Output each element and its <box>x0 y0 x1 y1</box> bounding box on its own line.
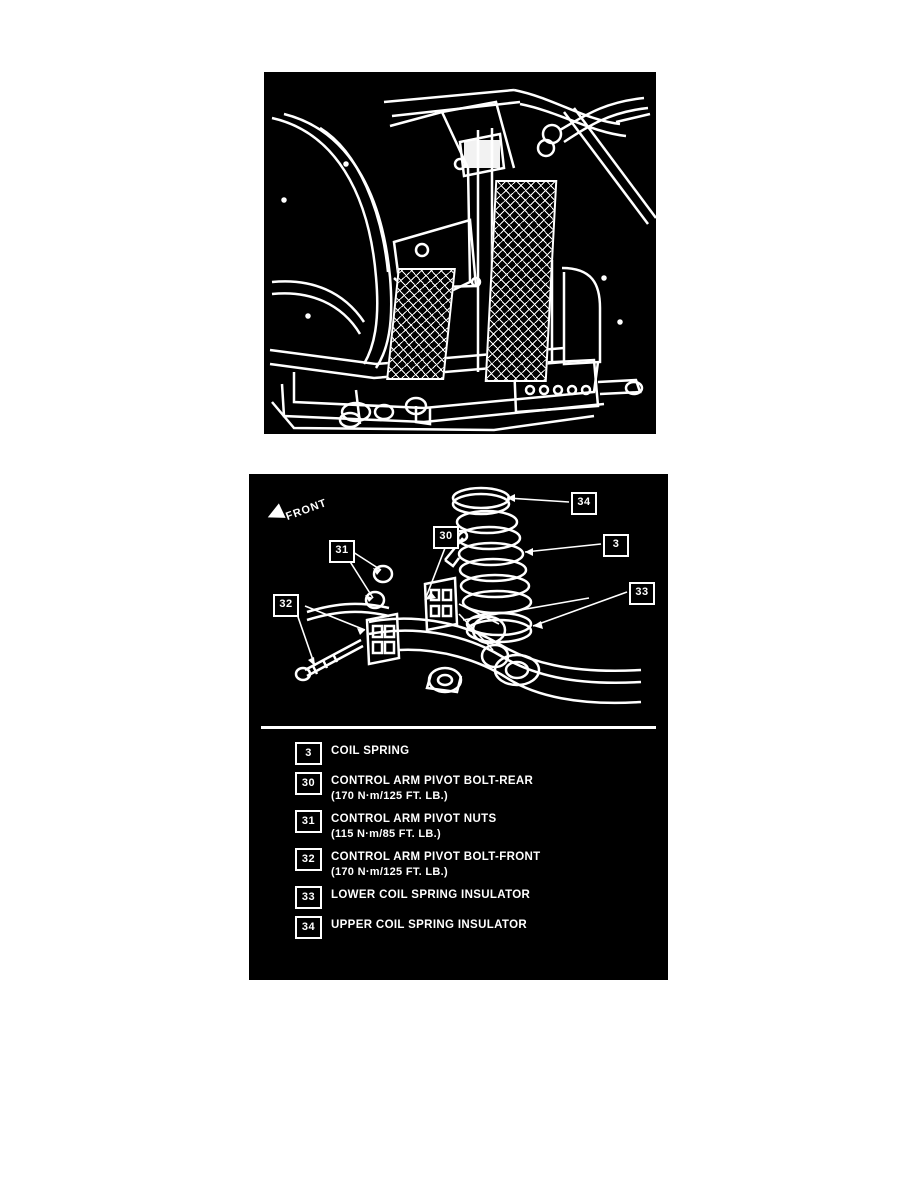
legend-label: LOWER COIL SPRING INSULATOR <box>331 889 531 901</box>
legend-number: 33 <box>295 886 322 909</box>
legend-item <box>295 742 645 765</box>
legend-number: 31 <box>295 810 322 833</box>
front-direction-label: FRONT <box>284 497 329 523</box>
callout-leader-lines <box>249 474 668 726</box>
callout-34: 34 <box>571 492 597 515</box>
legend-label: CONTROL ARM PIVOT BOLT-REAR <box>331 775 534 787</box>
callout-31: 31 <box>329 540 355 563</box>
callout-33: 33 <box>629 582 655 605</box>
legend-torque: (170 N·m/125 FT. LB.) <box>331 866 448 878</box>
legend-label: CONTROL ARM PIVOT BOLT-FRONT <box>331 851 541 863</box>
legend-number: 3 <box>295 742 322 765</box>
legend-item <box>295 810 645 841</box>
legend <box>295 742 645 946</box>
legend-item <box>295 772 645 803</box>
legend-number: 34 <box>295 916 322 939</box>
legend-item <box>295 886 645 909</box>
legend-divider <box>261 726 656 729</box>
legend-label: UPPER COIL SPRING INSULATOR <box>331 919 528 931</box>
callout-3: 3 <box>603 534 629 557</box>
fender-lip-line-art <box>264 72 656 434</box>
legend-label: CONTROL ARM PIVOT NUTS <box>331 813 497 825</box>
front-suspension-exploded-view <box>249 474 668 980</box>
callout-30: 30 <box>433 526 459 549</box>
legend-number: 30 <box>295 772 322 795</box>
legend-item <box>295 848 645 879</box>
frame-rail-illustration <box>264 72 656 434</box>
legend-torque: (170 N·m/125 FT. LB.) <box>331 790 448 802</box>
legend-item <box>295 916 645 939</box>
legend-torque: (115 N·m/85 FT. LB.) <box>331 828 441 840</box>
legend-label: COIL SPRING <box>331 745 410 757</box>
callout-32: 32 <box>273 594 299 617</box>
legend-number: 32 <box>295 848 322 871</box>
